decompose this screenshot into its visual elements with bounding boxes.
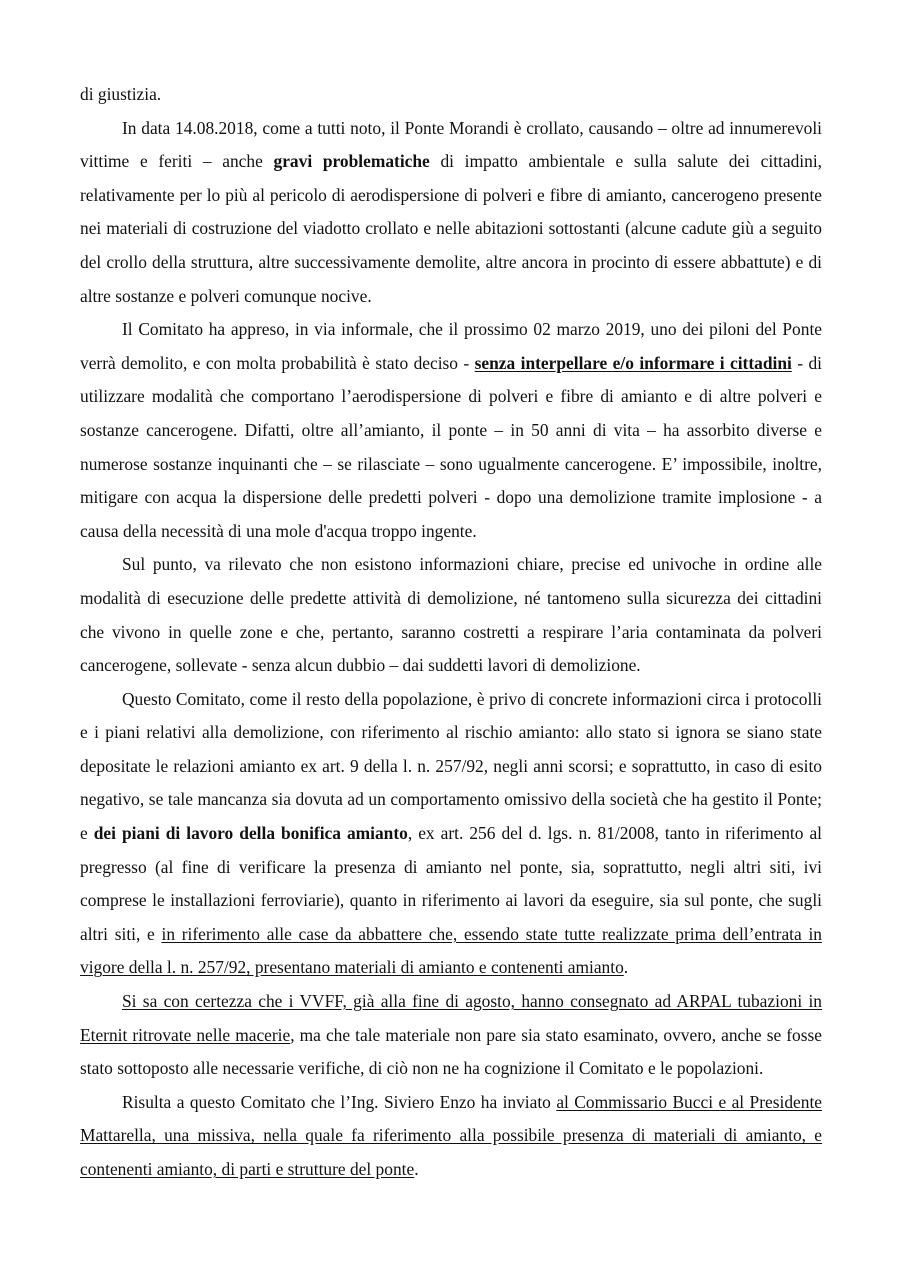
text-run-underline: Si sa con certezza che i VVFF, già alla fine di agosto, hanno consegnato ad ARPAL tubazioni in Eternit ritrovate nelle macerie bbox=[80, 991, 822, 1045]
text-run: Risulta a questo Comitato che l’Ing. Siviero Enzo ha inviato bbox=[122, 1091, 557, 1112]
text-run: . bbox=[623, 957, 629, 978]
text-run: In data 14.08.2018, come a tutti noto, il Ponte Morandi è crollato, causando – oltre ad innumerevoli vittime e feriti – anche bbox=[80, 117, 822, 172]
text-run: Il Comitato ha appreso, in via informale, che il prossimo 02 marzo 2019, uno dei piloni del Ponte verrà demolito, e con molta probabilità è stato deciso - bbox=[80, 319, 822, 373]
paragraph bbox=[80, 78, 822, 112]
text-run: Questo Comitato, come il resto della popolazione, è privo di concrete informazioni circa i protocolli e i piani relativi alla demolizione, con riferimento al rischio amianto: allo stato si ignora se siano state depositate le relazioni amianto ex art. 9 della l. n. 257/92, negli anni scorsi; e soprattutto, in caso di esito negativo, se tale mancanza sia dovuta ad un comportamento omissivo della società che ha gestito il Ponte; e bbox=[80, 688, 822, 844]
text-run: , ex art. 256 del d. lgs. n. 81/2008, tanto in riferimento al pregresso (al fine di verificare la presenza di amianto nel ponte, sia, soprattutto, negli altri siti, ivi comprese le installazioni ferroviarie), quanto in riferimento ai lavori da eseguire, sia sul ponte, che sugli altri siti, e bbox=[80, 823, 823, 944]
text-run-bold: gravi problematiche bbox=[273, 151, 430, 172]
text-run-underline: al Commissario Bucci e al Presidente Mattarella, una missiva, nella quale fa riferimento alla possibile presenza di materiali di amianto, e contenenti amianto, di parti e strutture del ponte bbox=[80, 1091, 822, 1179]
text-run: di giustizia. bbox=[80, 84, 162, 104]
text-run: di impatto ambientale e sulla salute dei cittadini, relativamente per lo più al pericolo di aerodispersione di polveri e fibre di amianto, cancerogeno presente nei materiali di costruzione del viadotto crollato e nelle abitazioni sottostanti (alcune cadute giù a seguito del crollo della struttura, altre successivamente demolite, altre ancora in procinto di essere abbattute) e di altre sostanze e polveri comunque nocive. bbox=[80, 151, 822, 306]
text-run: . bbox=[414, 1159, 419, 1179]
document-body bbox=[80, 78, 822, 1187]
text-run: Sul punto, va rilevato che non esistono informazioni chiare, precise ed univoche in ordine alle modalità di esecuzione delle predette attività di demolizione, né tantomeno sulla sicurezza dei cittadini che vivono in quelle zone e che, pertanto, saranno costretti a respirare l’aria contaminata da polveri cancerogene, sollevate - senza alcun dubbio – dai suddetti lavori di demolizione. bbox=[80, 554, 822, 676]
paragraph bbox=[80, 1086, 822, 1187]
paragraph bbox=[80, 548, 822, 682]
paragraph bbox=[80, 985, 822, 1086]
paragraph bbox=[80, 313, 822, 548]
text-run: , ma che tale materiale non pare sia stato esaminato, ovvero, anche se fosse stato sottoposto alle necessarie verifiche, di ciò non ne ha cognizione il Comitato e le popolazioni. bbox=[80, 1024, 823, 1079]
paragraph bbox=[80, 683, 822, 985]
text-run: - di utilizzare modalità che comportano l’aerodispersione di polveri e fibre di amianto e di altre polveri e sostanze cancerogene. Difatti, oltre all’amianto, il ponte – in 50 anni di vita – ha assorbito diverse e numerose sostanze inquinanti che – se rilasciate – sono ugualmente cancerogene. E’ impossibile, inoltre, mitigare con acqua la dispersione delle predetti polveri - dopo una demolizione tramite implosione - a causa della necessità di una mole d'acqua troppo ingente. bbox=[80, 352, 823, 541]
paragraph bbox=[80, 112, 822, 314]
text-run-underline: in riferimento alle case da abbattere che, essendo state tutte realizzate prima dell’entrata in vigore della l. n. 257/92, presentano materiali di amianto e contenenti amianto bbox=[80, 923, 822, 978]
text-run-bold: dei piani di lavoro della bonifica amianto bbox=[93, 823, 408, 844]
text-run-bold-underline: senza interpellare e/o informare i cittadini bbox=[474, 352, 792, 373]
